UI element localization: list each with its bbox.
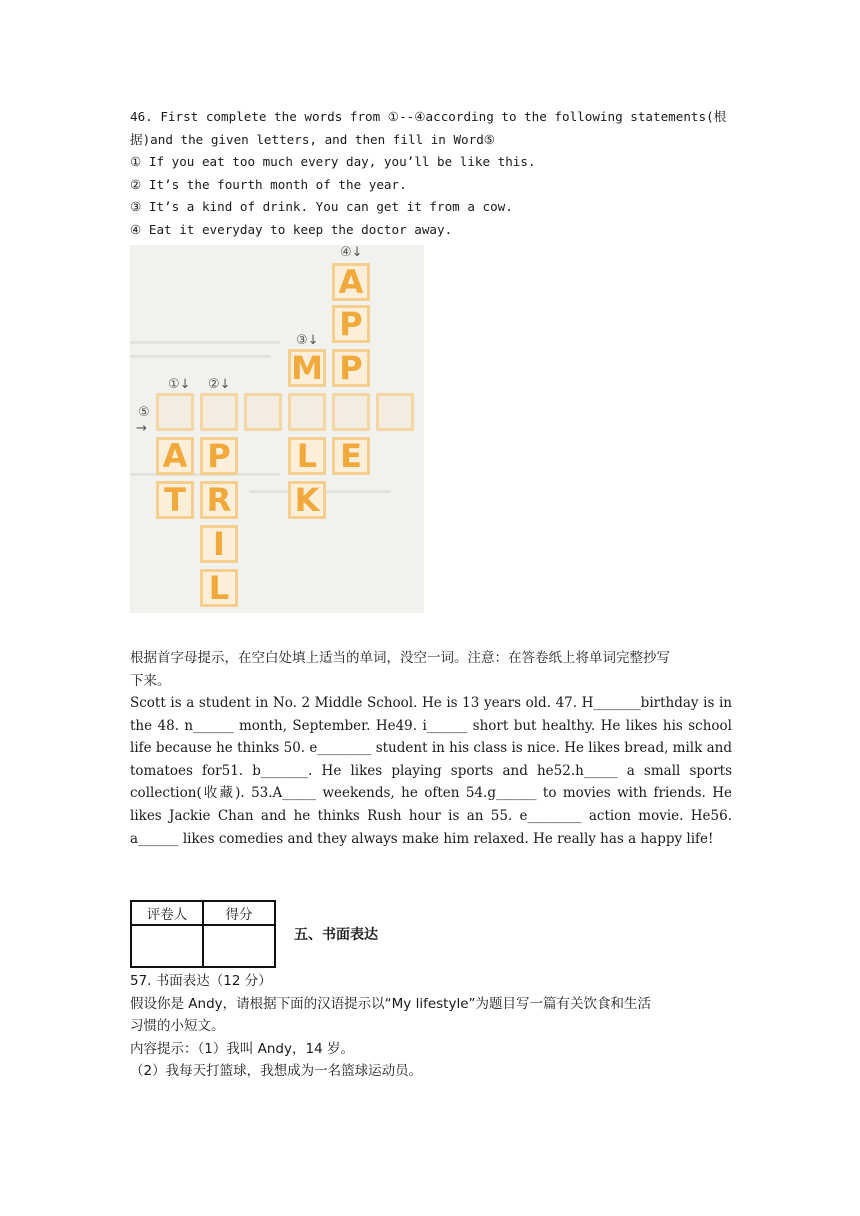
cell-april-2[interactable]: P <box>200 437 238 475</box>
section5-header <box>130 900 732 968</box>
cell-word5-3[interactable] <box>244 393 282 431</box>
faded-print-line <box>130 341 280 344</box>
cell-word5-6[interactable] <box>376 393 414 431</box>
score-cell[interactable] <box>203 925 275 967</box>
q57-hint-2: （2）我每天打篮球，我想成为一名篮球运动员。 <box>130 1063 423 1080</box>
cell-april-4[interactable]: I <box>200 525 238 563</box>
q46-instruction-line2: 据)and the given letters, and then fill in Word⑤ <box>130 131 496 147</box>
q46-clue-1: ① If you eat too much every day, you’ll be like this. <box>130 154 536 169</box>
q57-hint-1: 内容提示：（1）我叫 Andy，14 岁。 <box>130 1040 354 1057</box>
grader-cell[interactable] <box>131 925 203 967</box>
cell-apple-5[interactable]: E <box>332 437 370 475</box>
cell-april-5[interactable]: L <box>200 569 238 607</box>
cell-april-1[interactable] <box>200 393 238 431</box>
cell-apple-1[interactable]: A <box>332 263 370 301</box>
cell-april-3[interactable]: R <box>200 481 238 519</box>
cell-fat-1[interactable] <box>156 393 194 431</box>
faded-print-line <box>130 355 270 358</box>
cell-milk-3[interactable]: L <box>288 437 326 475</box>
cloze-passage: Scott is a student in No. 2 Middle School. He is 13 years old. 47. H_______birthday is in the 48. n______ month, September. He49. i______ short but healthy. He likes his school life because he thinks 50. e________ student in his class is nice. He likes bread, milk and tomatoes for51. b_______. He likes playing sports and he52.h_____ a small sports collection(收藏). 53.A_____ weekends, he often 54.g______ to movies with friends. He likes Jackie Chan and he thinks Rush hour is an 55. e________ action movie. He56. a______ likes comedies and they always make him relaxed. He really has a happy life! <box>130 695 732 847</box>
q57-title: 57. 书面表达（12 分） <box>130 973 272 990</box>
marker-2: ②↓ <box>208 377 231 392</box>
cell-milk-2[interactable] <box>288 393 326 431</box>
crossword-puzzle <box>130 245 424 613</box>
cell-apple-3[interactable]: P <box>332 349 370 387</box>
section5-title: 五、书面表达 <box>294 927 378 944</box>
cell-milk-4[interactable]: K <box>288 481 326 519</box>
marker-5: ⑤ <box>138 405 150 420</box>
q57-prompt-line2: 习惯的小短文。 <box>130 1018 225 1035</box>
cell-fat-2[interactable]: A <box>156 437 194 475</box>
worksheet-page <box>130 106 732 1083</box>
cell-milk-1[interactable]: M <box>288 349 326 387</box>
cell-fat-3[interactable]: T <box>156 481 194 519</box>
marker-4: ④↓ <box>340 245 363 260</box>
marker-5-arrow: → <box>136 421 147 436</box>
q46-clue-3: ③ It’s a kind of drink. You can get it from a cow. <box>130 199 513 214</box>
q46-clue-2: ② It’s the fourth month of the year. <box>130 176 407 192</box>
grader-score-table <box>130 900 276 968</box>
q57-prompt-line1: 假设你是 Andy，请根据下面的汉语提示以“My lifestyle”为题目写一篇有关饮食和生活 <box>130 995 651 1012</box>
cell-apple-2[interactable]: P <box>332 305 370 343</box>
cloze-instruction-line1: 根据首字母提示，在空白处填上适当的单词，没空一词。注意：在答卷纸上将单词完整抄写 <box>130 650 670 666</box>
cell-apple-4[interactable] <box>332 393 370 431</box>
marker-3: ③↓ <box>296 333 319 348</box>
cloze-instruction-line2: 下来。 <box>130 672 171 689</box>
grader-label: 评卷人 <box>131 901 203 925</box>
q46-instruction-line1: 46. First complete the words from ①--④according to the following statements(根 <box>130 109 727 124</box>
score-label: 得分 <box>203 901 275 925</box>
q46-clue-4: ④ Eat it everyday to keep the doctor away. <box>130 221 453 237</box>
marker-1: ①↓ <box>168 377 191 392</box>
